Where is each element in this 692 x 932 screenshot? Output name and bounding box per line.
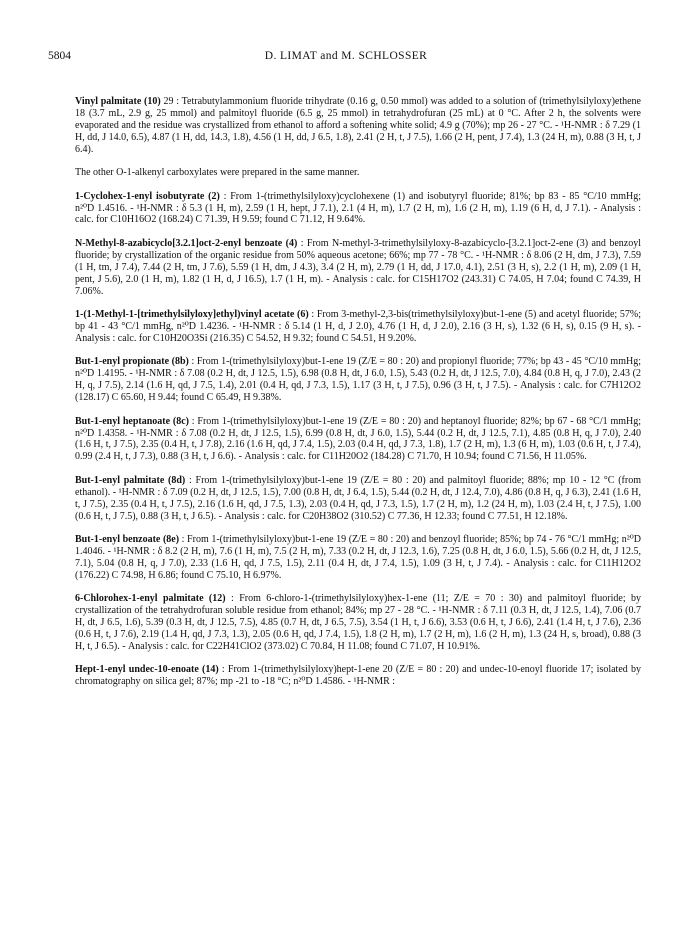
compound-title: N-Methyl-8-azabicyclo[3.2.1]oct-2-enyl benzoate (4) bbox=[75, 237, 298, 249]
compound-title: But-1-enyl heptanoate (8c) bbox=[75, 415, 189, 427]
compound-title: But-1-enyl benzoate (8e) bbox=[75, 534, 180, 546]
compound-title: Hept-1-enyl undec-10-enoate (14) bbox=[75, 664, 219, 676]
paragraph-vinyl-acetate bbox=[75, 309, 641, 345]
paragraph-butenyl-benzoate bbox=[75, 534, 641, 582]
paragraph-text: : From 1-(trimethylsilyloxy)but-1-ene 19 (Z/E = 80 : 20) and propionyl fluoride; 77%; bp 43 - 45 °C/10 mmHg; n²⁰D 1.4195. - ¹H-NMR : δ 7.08 (0.2 H, dt, J 12.5, 1.5), 6.98 (0.8 H, dt, J 6.0, 1.5), 5.43 (0.2 H, dt, J 12.5, 7.0), 4.84 (0.8 H, q, J 7.0), 2.43 (2 H, q, J 7.5), 2.14 (1.6 H, qd, J 7.5, 1.4), 2.01 (0.4 H, qd, J 7.3, 1.5), 1.17 (3 H, t, J 7.5), 0.96 (3 H, t, J 7.5). - Analysis : calc. for C7H12O2 (128.17) C 65.60, H 9.44; found C 65.49, H 9.38%. bbox=[75, 356, 641, 404]
paragraph-butenyl-heptanoate bbox=[75, 416, 641, 464]
paragraph-vinyl-palmitate bbox=[75, 96, 641, 156]
paragraph-text: The other O-1-alkenyl carboxylates were prepared in the same manner. bbox=[75, 167, 360, 179]
experimental-section bbox=[75, 96, 641, 700]
compound-title: But-1-enyl palmitate (8d) bbox=[75, 474, 186, 486]
paragraph-text: : From 1-(trimethylsilyloxy)but-1-ene 19 (Z/E = 80 : 20) and palmitoyl fluoride; 88%; mp 10 - 12 °C (from ethanol). - ¹H-NMR : δ 7.09 (0.2 H, dt, J 12.5, 1.5), 7.00 (0.8 H, dt, J 6.4, 1.5), 5.44 (0.2 H, dt, J 12.4, 7.0), 4.86 (0.8 H, q, J 6.3), 2.41 (1.6 H, t, J 7.5), 2.35 (0.4 H, t, J 7.5), 2.16 (1.6 H, qd, J 7.5, 1.3), 2.03 (0.4 H, qd, J 7.3, 1.5), 1.7 (2 H, m), 1.2 (24 H, m), 1.03 (2.4 H, t, J 7.5), 1.00 (0.6 H, t, J 7.5), 0.88 (3 H, t, J 6.5). - Analysis : calc. for C20H38O2 (310.52) C 77.36, H 12.33; found C 77.51, H 12.18%. bbox=[75, 474, 641, 522]
paragraph-text: : From 1-(trimethylsilyloxy)but-1-ene 19 (Z/E = 80 : 20) and heptanoyl fluoride; 82%; bp 67 - 68 °C/1 mmHg; n²⁰D 1.4358. - ¹H-NMR : δ 7.08 (0.2 H, dt, J 12.5, 1.5), 6.99 (0.8 H, dt, J 6.0, 1.5), 5.44 (0.2 H, dt, J 12.5, 7.1), 4.85 (0.8 H, q, J 7.0), 2.40 (1.6 H, t, J 7.5), 2.35 (0.4 H, t, J 7.8), 2.16 (1.6 H, qd, J 7.4, 1.5), 2.03 (0.4 H, qd, J 7.3, 1.8), 1.7 (2 H, m), 1.3 (6 H, m), 1.03 (0.6 H, t, J 7.4), 0.99 (2.4 H, t, J 7.3), 0.88 (3 H, t, J 6.6). - Analysis : calc. for C11H20O2 (184.28) C 71.70, H 10.94; found C 71.56, H 11.05%. bbox=[75, 415, 641, 463]
paragraph-general-note bbox=[75, 167, 641, 179]
compound-title: 1-Cyclohex-1-enyl isobutyrate (2) bbox=[75, 190, 220, 202]
compound-title: But-1-enyl propionate (8b) bbox=[75, 356, 189, 368]
compound-title: 1-(1-Methyl-1-[trimethylsilyloxy]ethyl)vinyl acetate (6) bbox=[75, 309, 309, 321]
paragraph-text: : From N-methyl-3-trimethylsilyloxy-8-azabicyclo-[3.2.1]oct-2-ene (3) and benzoyl fluoride; by crystallization of the organic residue from 50% aqueous acetone; 66%; mp 77 - 78 °C. - ¹H-NMR : δ 8.06 (2 H, dm, J 7.3), 7.59 (1 H, tm, J 7.4), 7.44 (2 H, tm, J 7.6), 5.59 (1 H, dm, J 4.3), 3.4 (2 H, m), 2.79 (1 H, dd, J 17.0, 4.1), 2.51 (3 H, s), 2.2 (1 H, m), 2.09 (1 H, pent, J 5.6), 2.0 (1 H, m), 1.82 (1 H, d, J 16.5), 1.7 (1 H, m). - Analysis : calc. for C15H17O2 (243.31) C 74.05, H 7.04; found C 74.39, H 7.06%. bbox=[75, 237, 641, 297]
paragraph-azabicyclo-benzoate bbox=[75, 238, 641, 298]
paragraph-chlorohexenyl-palmitate bbox=[75, 593, 641, 653]
paragraph-cyclohexenyl-isobutyrate bbox=[75, 191, 641, 227]
page-header bbox=[48, 50, 644, 66]
page-number: 5804 bbox=[48, 50, 71, 62]
paragraph-butenyl-palmitate bbox=[75, 475, 641, 523]
paragraph-butenyl-propionate bbox=[75, 356, 641, 404]
running-head: D. LIMAT and M. SCHLOSSER bbox=[264, 50, 428, 62]
paragraph-text: : From 1-(trimethylsilyloxy)cyclohexene (1) and isobutyryl fluoride; 81%; bp 83 - 85 °C/10 mmHg; n²⁰D 1.4516. - ¹H-NMR : δ 5.3 (1 H, m), 2.59 (1 H, hept, J 7.1), 2.1 (4 H, m), 1.7 (2 H, m), 1.6 (2 H, m), 1.19 (6 H, d, J 7.1). - Analysis : calc. for C10H16O2 (168.24) C 71.39, H 9.59; found C 71.12, H 9.64%. bbox=[75, 190, 642, 226]
compound-title: 6-Chlorohex-1-enyl palmitate (12) bbox=[75, 593, 226, 605]
paragraph-text: : From 1-(trimethylsilyloxy)but-1-ene 19 (Z/E = 80 : 20) and benzoyl fluoride; 85%; bp 74 - 76 °C/1 mmHg; n²⁰D 1.4046. - ¹H-NMR : δ 8.2 (2 H, m), 7.6 (1 H, m), 7.5 (2 H, m), 7.33 (0.2 H, dt, J 12.3, 1.6), 7.25 (0.8 H, dt, J 6.0, 1.5), 5.66 (0.2 H, dt, J 12.5, 7.1), 5.04 (0.8 H, q, J 7.0), 2.33 (1.6 H, qd, J 7.5, 1.5), 2.11 (0.4 H, dt, J 7.4, 1.5), 1.09 (3 H, t, J 7.4). - Analysis : calc. for C11H12O2 (176.22) C 74.98, H 6.86; found C 75.10, H 6.97%. bbox=[75, 534, 641, 581]
paragraph-text: : From 1-(trimethylsilyloxy)hept-1-ene 20 (Z/E = 80 : 20) and undec-10-enoyl fluoride 17; isolated by chromatography on silica gel; 87%; mp -21 to -18 °C; n²⁰D 1.4586. - ¹H-NMR : bbox=[75, 664, 642, 688]
paragraph-text: : From 3-methyl-2,3-bis(trimethylsilyloxy)but-1-ene (5) and acetyl fluoride; 57%; bp 41 - 43 °C/1 mmHg, n²⁰D 1.4236. - ¹H-NMR : δ 5.14 (1 H, d, J 2.0), 4.76 (1 H, d, J 2.0), 2.16 (3 H, s), 1.32 (6 H, s), 0.15 (9 H, s). - Analysis : calc. for C10H20O3Si (216.35) C 54.52, H 9.32; found C 54.51, H 9.20%. bbox=[75, 309, 641, 344]
paragraph-text: 29 : Tetrabutylammonium fluoride trihydrate (0.16 g, 0.50 mmol) was added to a solution of (trimethylsilyloxy)ethene 18 (3.7 mL, 2.9 g, 25 mmol) and palmitoyl fluoride (6.5 g, 25 mmol) in tetrahydrofuran (25 mL) at 0 °C. After 2 h, the solvents were evaporated and the residue was crystallized from ethanol to afford a softening white solid; 4.9 g (70%); mp 26 - 27 °C. - ¹H-NMR : δ 7.29 (1 H, dd, J 14.0, 6.5), 4.87 (1 H, dd, 14.3, 1.8), 4.56 (1 H, dd, J 6.5, 1.8), 2.41 (2 H, t, J 7.5), 1.66 (2 H, pent, J 7.4), 1.3 (24 H, m), 0.88 (3 H, t, J 6.4). bbox=[75, 96, 641, 155]
paragraph-text: : From 6-chloro-1-(trimethylsilyloxy)hex-1-ene (11; Z/E = 70 : 30) and palmitoyl fluoride; by crystallization of the tetrahydrofuran soluble residue from ethanol; 84%; mp 27 - 28 °C. - ¹H-NMR : δ 7.11 (0.3 H, dt, J 12.5, 1.4), 7.06 (0.7 H, dt, J 6.5, 1.6), 5.39 (0.3 H, dt, J 12.5, 7.5), 4.85 (0.7 H, dt, J 6.5, 7.5), 3.54 (1 H, t, J 6.6), 3.53 (0.6 H, t, J 6.6), 2.41 (1.4 H, t, J 7.6), 2.36 (0.6 H, t, J 7.6), 2.19 (1.4 H, qd, J 7.3, 1.3), 2.05 (0.6 H, qd, J 7.4, 1.5), 1.8 (2 H, m), 1.7 (2 H, m), 1.6 (2 H, m), 1.3 (24 H, s, broad), 0.88 (3 H, t, J 6.5). - Analysis : calc. for C22H41ClO2 (373.02) C 70.84, H 11.08; found C 71.07, H 10.91%. bbox=[75, 593, 641, 652]
compound-title: Vinyl palmitate (10) bbox=[75, 96, 161, 107]
paragraph-heptenyl-undecenoate bbox=[75, 664, 641, 688]
